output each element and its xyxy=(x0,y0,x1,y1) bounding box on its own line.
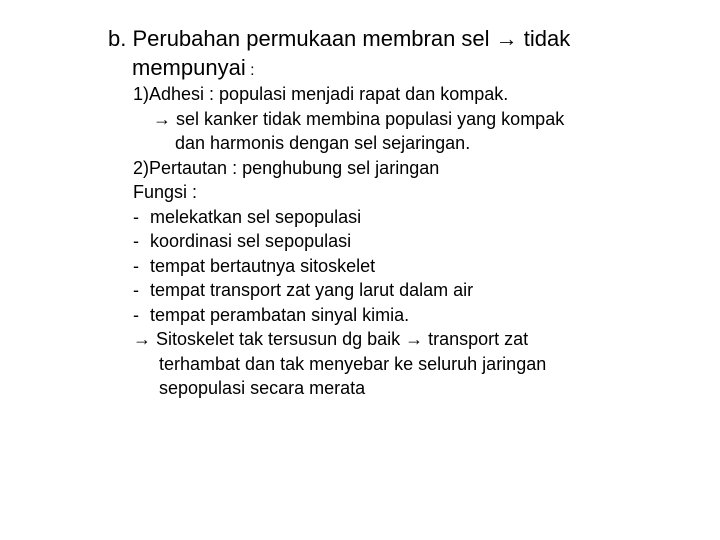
fungsi-item xyxy=(133,229,703,254)
fungsi-item-dash: - xyxy=(133,255,139,276)
fungsi-item-dash: - xyxy=(133,280,139,300)
conclusion-line-1: → Sitoskelet tak tersusun dg baik → transport zat xyxy=(133,329,529,349)
fungsi-item-dash: - xyxy=(133,231,139,251)
heading-line-2-text: mempunyai xyxy=(132,55,246,80)
fungsi-item-text: tempat bertautnya sitoskelet xyxy=(150,255,376,276)
adhesi-arrow-line-2: dan harmonis dengan sel sejaringan. xyxy=(175,133,471,153)
heading-colon: : xyxy=(245,62,255,79)
fungsi-label: Fungsi : xyxy=(133,182,198,202)
fungsi-item-text: tempat transport zat yang larut dalam air xyxy=(150,280,474,300)
pertautan-label: 2)Pertautan xyxy=(133,157,228,178)
adhesi-label: 1)Adhesi xyxy=(133,84,205,104)
slide-body xyxy=(133,82,703,401)
fungsi-item-text: melekatkan sel sepopulasi xyxy=(150,206,362,227)
slide-heading xyxy=(108,24,698,85)
fungsi-item-text: tempat perambatan sinyal kimia. xyxy=(150,304,410,325)
conclusion-line-3: sepopulasi secara merata xyxy=(159,378,366,398)
pertautan-line xyxy=(133,156,703,181)
fungsi-item xyxy=(133,303,703,328)
fungsi-item xyxy=(133,205,703,230)
pertautan-text: : penghubung sel jaringan xyxy=(227,157,440,178)
conclusion-line-2: terhambat dan tak menyebar ke seluruh jaringan xyxy=(159,353,547,374)
fungsi-item-text: koordinasi sel sepopulasi xyxy=(150,231,352,251)
heading-line-1: b. Perubahan permukaan membran sel → tidak xyxy=(108,26,571,51)
fungsi-item xyxy=(133,278,703,303)
adhesi-arrow-line-1: → sel kanker tidak membina populasi yang kompak xyxy=(153,108,565,129)
fungsi-item-dash: - xyxy=(133,206,139,227)
heading-line-2 xyxy=(108,53,698,85)
adhesi-line xyxy=(133,82,703,107)
fungsi-item xyxy=(133,254,703,279)
fungsi-item-dash: - xyxy=(133,304,139,325)
adhesi-text: : populasi menjadi rapat dan kompak. xyxy=(204,84,509,104)
